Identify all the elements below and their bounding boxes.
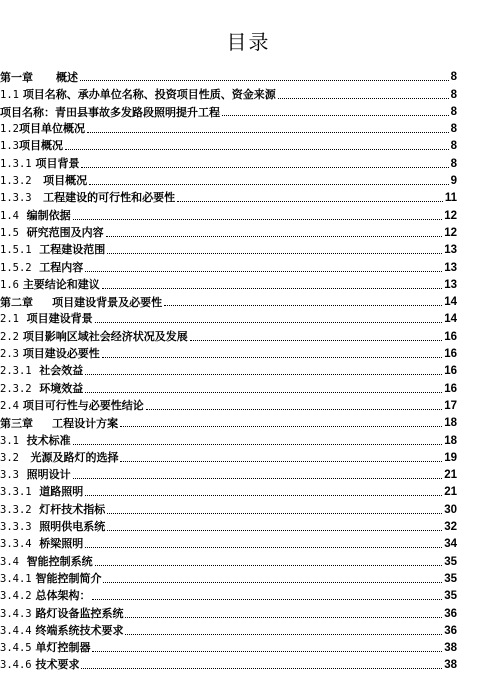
- toc-entry-number: 第三章: [0, 417, 33, 431]
- toc-entry-text: 照明设计: [26, 468, 71, 482]
- toc-entry-text: 路灯设备监控系统: [35, 606, 124, 620]
- toc-entry-text: 工程设计方案: [52, 417, 119, 431]
- toc-entry-label: [0, 312, 93, 326]
- toc-entry-label: [0, 537, 83, 551]
- toc-entry-line: [0, 278, 457, 292]
- toc-entry-line: [0, 106, 457, 119]
- toc-dot-leader: [95, 565, 443, 566]
- toc-entry[interactable]: [0, 361, 497, 378]
- toc-entry-text: 道路照明: [39, 485, 84, 499]
- toc-page-number: 21: [444, 486, 457, 499]
- toc-entry-text: 项目概况: [43, 174, 88, 188]
- toc-entry-text: 项目影响区域社会经济状况及发展: [22, 329, 188, 343]
- toc-entry-gap: [19, 209, 27, 222]
- toc-entry-label: [0, 330, 188, 344]
- toc-entry-label: [0, 503, 105, 517]
- toc-entry-gap: [33, 417, 52, 430]
- toc-entry-number: 2.4: [0, 399, 19, 412]
- toc-entry-line: [0, 347, 457, 361]
- toc-page-number: 30: [444, 503, 457, 516]
- toc-dot-leader: [85, 374, 442, 375]
- toc-entry-number: 1.3.3: [0, 192, 32, 205]
- toc-page-number: 8: [450, 88, 457, 101]
- toc-list: [0, 67, 497, 672]
- toc-dot-leader: [85, 271, 442, 272]
- toc-entry-number: 3.4.6: [0, 659, 32, 672]
- toc-entry-line: [0, 122, 457, 136]
- toc-page-number: 18: [444, 434, 457, 447]
- toc-dot-leader: [92, 599, 442, 600]
- toc-entry-number: 2.2: [0, 330, 19, 343]
- toc-page-number: 12: [444, 209, 457, 222]
- toc-entry[interactable]: [0, 153, 497, 170]
- toc-dot-leader: [120, 426, 442, 427]
- toc-entry[interactable]: [0, 655, 497, 672]
- toc-entry-number: 2.3: [0, 348, 19, 361]
- toc-dot-leader: [146, 409, 442, 410]
- toc-page-number: 35: [444, 572, 457, 585]
- toc-entry-number: 1.3: [0, 140, 19, 153]
- toc-dot-leader: [89, 184, 448, 185]
- toc-entry[interactable]: [0, 292, 497, 309]
- toc-entry[interactable]: [0, 119, 497, 136]
- toc-dot-leader: [125, 634, 442, 635]
- toc-entry-number: 1.3.2: [0, 175, 32, 188]
- toc-entry-label: [0, 485, 83, 499]
- toc-entry-label: [0, 417, 118, 430]
- toc-dot-leader: [120, 461, 442, 462]
- toc-entry-line: [0, 330, 457, 344]
- toc-entry-line: [0, 624, 457, 638]
- toc-entry-number: 1.2: [0, 123, 19, 136]
- toc-entry-line: [0, 364, 457, 378]
- toc-entry-text: 技术要求: [35, 658, 80, 672]
- toc-entry-line: [0, 520, 457, 534]
- toc-dot-leader: [177, 201, 443, 202]
- toc-entry-text: 项目建设背景及必要性: [52, 296, 163, 310]
- toc-entry[interactable]: [0, 257, 497, 274]
- toc-page-number: 8: [450, 105, 457, 118]
- toc-entry-number: 1.5: [0, 226, 19, 239]
- toc-entry[interactable]: [0, 205, 497, 222]
- toc-entry-number: 3.3.2: [0, 503, 32, 516]
- toc-entry-label: [0, 71, 78, 84]
- toc-entry-line: [0, 157, 457, 171]
- toc-dot-leader: [102, 357, 442, 358]
- toc-entry-text: 总体架构：: [35, 589, 91, 603]
- toc-entry-text: 智能控制系统: [26, 554, 93, 568]
- toc-dot-leader: [106, 236, 443, 237]
- toc-dot-leader: [92, 651, 442, 652]
- toc-entry-text: 单灯控制器: [35, 641, 91, 655]
- toc-entry[interactable]: [0, 621, 497, 638]
- toc-page-number: 16: [444, 382, 457, 395]
- toc-entry-text: 智能控制简介: [35, 571, 102, 585]
- toc-entry-line: [0, 658, 457, 672]
- toc-entry-line: [0, 312, 457, 326]
- toc-dot-leader: [190, 340, 442, 341]
- toc-entry-label: [0, 122, 85, 136]
- toc-entry[interactable]: [0, 378, 497, 395]
- toc-entry-text: 环境效益: [39, 381, 84, 395]
- toc-entry-line: [0, 451, 457, 465]
- toc-entry-text: 项目可行性与必要性结论: [22, 398, 144, 412]
- toc-entry-line: [0, 555, 457, 569]
- toc-entry-gap: [19, 555, 27, 568]
- toc-dot-leader: [81, 167, 448, 168]
- toc-entry-label: [0, 191, 175, 205]
- toc-page-number: 18: [444, 417, 457, 430]
- toc-dot-leader: [73, 219, 443, 220]
- toc-entry-label: [0, 434, 71, 448]
- toc-entry[interactable]: [0, 309, 497, 326]
- toc-title: 目录: [226, 30, 271, 54]
- toc-entry-label: [0, 399, 144, 413]
- toc-page-number: 9: [450, 175, 457, 188]
- toc-entry-text: 项目单位概况: [18, 122, 85, 136]
- toc-entry-number: 2.1: [0, 313, 19, 326]
- toc-dot-leader: [85, 547, 442, 548]
- toc-entry-number: 3.1: [0, 434, 19, 447]
- toc-entry[interactable]: [0, 67, 497, 84]
- toc-entry-number: 2.3.1: [0, 365, 32, 378]
- toc-entry[interactable]: [0, 482, 497, 499]
- toc-entry[interactable]: [0, 430, 497, 447]
- toc-entry-label: [0, 139, 63, 153]
- toc-page-number: 35: [444, 555, 457, 568]
- toc-page-number: 14: [444, 313, 457, 326]
- toc-dot-leader: [125, 617, 442, 618]
- toc-entry-number: 3.4.4: [0, 624, 32, 637]
- toc-dot-leader: [95, 322, 443, 323]
- toc-entry-line: [0, 589, 457, 603]
- toc-entry-gap: [19, 312, 27, 325]
- toc-entry-text: 光源及路灯的选择: [30, 450, 119, 464]
- toc-entry-gap: [33, 71, 56, 84]
- toc-page-number: 34: [444, 538, 457, 551]
- toc-entry-text: 工程内容: [39, 260, 84, 274]
- toc-page-number: 8: [450, 157, 457, 170]
- toc-entry-number: 1.5.1: [0, 244, 32, 257]
- toc-entry-label: [0, 641, 90, 655]
- toc-dot-leader: [85, 495, 442, 496]
- toc-entry-text: 终端系统技术要求: [35, 623, 124, 637]
- toc-page-number: 38: [444, 659, 457, 672]
- toc-entry-number: 3.3.4: [0, 538, 32, 551]
- toc-entry-label: [0, 624, 123, 638]
- toc-entry[interactable]: [0, 102, 497, 119]
- toc-entry-text: 项目名称、承办单位名称、投资项目性质、资金来源: [22, 87, 276, 101]
- toc-entry-line: [0, 607, 457, 621]
- toc-entry[interactable]: [0, 223, 497, 240]
- toc-entry-label: [0, 468, 71, 482]
- toc-page-number: 21: [444, 469, 457, 482]
- toc-entry-label: [0, 555, 93, 569]
- toc-entry-text: 项目概况: [18, 139, 63, 153]
- toc-entry-text: 工程建设的可行性和必要性: [43, 191, 176, 205]
- toc-entry-number: 3.3.1: [0, 486, 32, 499]
- toc-entry-number: 3.3: [0, 469, 19, 482]
- toc-entry[interactable]: [0, 551, 497, 568]
- toc-dot-leader: [103, 582, 442, 583]
- toc-entry-gap: [32, 191, 44, 204]
- toc-entry-label: [0, 106, 220, 119]
- toc-entry-label: [0, 278, 100, 292]
- toc-entry-line: [0, 417, 457, 430]
- toc-entry[interactable]: [0, 603, 497, 620]
- toc-page-number: 14: [444, 296, 457, 309]
- toc-entry-number: 1.6: [0, 278, 19, 291]
- toc-entry-label: [0, 658, 79, 672]
- toc-entry[interactable]: [0, 171, 497, 188]
- toc-entry-number: 3.4.2: [0, 590, 32, 603]
- toc-page-number: 16: [444, 365, 457, 378]
- toc-dot-leader: [107, 513, 442, 514]
- toc-entry-number: 1.3.1: [0, 157, 32, 170]
- toc-entry-label: [0, 209, 71, 223]
- toc-entry-line: [0, 382, 457, 396]
- toc-entry[interactable]: [0, 534, 497, 551]
- toc-page-number: 11: [444, 192, 457, 205]
- toc-entry-text: 概述: [55, 71, 78, 85]
- toc-entry-line: [0, 139, 457, 153]
- toc-dot-leader: [278, 98, 449, 99]
- toc-entry[interactable]: [0, 499, 497, 516]
- toc-entry-gap: [19, 434, 27, 447]
- toc-entry-label: [0, 589, 90, 603]
- toc-dot-leader: [107, 253, 442, 254]
- toc-page-number: 36: [444, 624, 457, 637]
- toc-entry[interactable]: [0, 586, 497, 603]
- toc-entry-line: [0, 261, 457, 275]
- toc-entry-text: 编制依据: [26, 208, 71, 222]
- toc-page-number: 36: [444, 607, 457, 620]
- toc-entry-label: [0, 88, 276, 102]
- toc-entry-label: [0, 296, 162, 309]
- toc-entry-number: 3.3.3: [0, 521, 32, 534]
- toc-dot-leader: [73, 478, 443, 479]
- toc-page-number: 19: [444, 451, 457, 464]
- toc-page-number: 13: [444, 278, 457, 291]
- toc-entry-gap: [19, 468, 27, 481]
- toc-entry-text: 项目建设必要性: [22, 347, 100, 361]
- toc-entry[interactable]: [0, 84, 497, 101]
- toc-entry-gap: [32, 174, 44, 187]
- toc-dot-leader: [73, 444, 443, 445]
- toc-entry-text: 工程建设范围: [39, 243, 106, 257]
- toc-entry-number: 2.3.2: [0, 382, 32, 395]
- toc-entry-label: [0, 174, 87, 188]
- toc-dot-leader: [80, 80, 449, 81]
- toc-entry[interactable]: [0, 136, 497, 153]
- toc-entry-gap: [33, 296, 52, 309]
- toc-entry-number: 1.1: [0, 88, 19, 101]
- toc-entry-line: [0, 243, 457, 257]
- toc-page-number: 16: [444, 330, 457, 343]
- toc-dot-leader: [85, 392, 442, 393]
- toc-page-number: 13: [444, 261, 457, 274]
- toc-entry[interactable]: [0, 517, 497, 534]
- toc-page-number: 8: [450, 71, 457, 84]
- toc-entry-label: [0, 364, 83, 378]
- toc-entry-text: 桥梁照明: [39, 537, 84, 551]
- toc-entry-text: 社会效益: [39, 364, 84, 378]
- toc-entry-line: [0, 468, 457, 482]
- toc-page-number: 8: [450, 123, 457, 136]
- toc-entry[interactable]: [0, 638, 497, 655]
- toc-entry-number: 第一章: [0, 71, 33, 85]
- toc-entry-label: [0, 243, 105, 257]
- toc-entry-line: [0, 71, 457, 84]
- toc-entry-label: [0, 226, 104, 240]
- toc-entry[interactable]: [0, 188, 497, 205]
- toc-entry-label: [0, 607, 123, 621]
- toc-entry[interactable]: [0, 240, 497, 257]
- toc-page-number: 8: [450, 140, 457, 153]
- toc-dot-leader: [102, 288, 442, 289]
- toc-entry[interactable]: [0, 344, 497, 361]
- toc-entry-line: [0, 296, 457, 309]
- toc-entry-number: 3.4.1: [0, 572, 32, 585]
- toc-dot-leader: [222, 115, 449, 116]
- toc-dot-leader: [107, 530, 442, 531]
- toc-entry-line: [0, 485, 457, 499]
- toc-entry-text: 项目名称：青田县事故多发路段照明提升工程: [0, 105, 220, 119]
- toc-dot-leader: [164, 305, 442, 306]
- toc-entry[interactable]: [0, 413, 497, 430]
- toc-page-number: 12: [444, 226, 457, 239]
- toc-entry-number: 3.4.5: [0, 642, 32, 655]
- toc-entry-gap: [19, 451, 31, 464]
- toc-entry-text: 灯杆技术指标: [39, 502, 106, 516]
- toc-page-number: 38: [444, 642, 457, 655]
- toc-entry-label: [0, 382, 83, 396]
- toc-dot-leader: [87, 132, 449, 133]
- toc-page-number: 35: [444, 590, 457, 603]
- toc-entry[interactable]: [0, 396, 497, 413]
- toc-entry-number: 第二章: [0, 296, 33, 310]
- toc-entry[interactable]: [0, 465, 497, 482]
- toc-entry[interactable]: [0, 326, 497, 343]
- toc-entry-number: 1.5.2: [0, 261, 32, 274]
- toc-entry-line: [0, 641, 457, 655]
- toc-entry-number: 1.4: [0, 209, 19, 222]
- toc-entry-label: [0, 261, 83, 275]
- toc-entry[interactable]: [0, 448, 497, 465]
- toc-entry-text: 照明供电系统: [39, 520, 106, 534]
- toc-entry[interactable]: [0, 275, 497, 292]
- toc-entry-label: [0, 572, 101, 586]
- toc-page-number: 32: [444, 521, 457, 534]
- toc-entry-line: [0, 399, 457, 413]
- toc-entry-text: 研究范围及内容: [26, 225, 104, 239]
- toc-entry-label: [0, 451, 118, 465]
- toc-entry-line: [0, 88, 457, 102]
- toc-entry-label: [0, 347, 100, 361]
- toc-entry[interactable]: [0, 569, 497, 586]
- toc-entry-label: [0, 157, 79, 171]
- toc-entry-line: [0, 226, 457, 240]
- toc-entry-line: [0, 209, 457, 223]
- toc-entry-number: 3.4.3: [0, 607, 32, 620]
- toc-entry-number: 3.2: [0, 451, 19, 464]
- toc-entry-number: 3.4: [0, 555, 19, 568]
- toc-entry-line: [0, 174, 457, 188]
- toc-entry-label: [0, 520, 105, 534]
- toc-entry-line: [0, 503, 457, 517]
- toc-entry-text: 主要结论和建议: [22, 277, 100, 291]
- toc-entry-line: [0, 537, 457, 551]
- toc-entry-line: [0, 572, 457, 586]
- toc-page-number: 13: [444, 244, 457, 257]
- toc-entry-text: 项目背景: [35, 156, 80, 170]
- toc-entry-gap: [19, 226, 27, 239]
- toc-page-number: 17: [444, 399, 457, 412]
- toc-dot-leader: [65, 149, 449, 150]
- toc-entry-line: [0, 191, 457, 205]
- toc-entry-text: 技术标准: [26, 433, 71, 447]
- toc-entry-line: [0, 434, 457, 448]
- toc-page-number: 16: [444, 348, 457, 361]
- toc-entry-text: 项目建设背景: [26, 312, 93, 326]
- toc-dot-leader: [81, 668, 442, 669]
